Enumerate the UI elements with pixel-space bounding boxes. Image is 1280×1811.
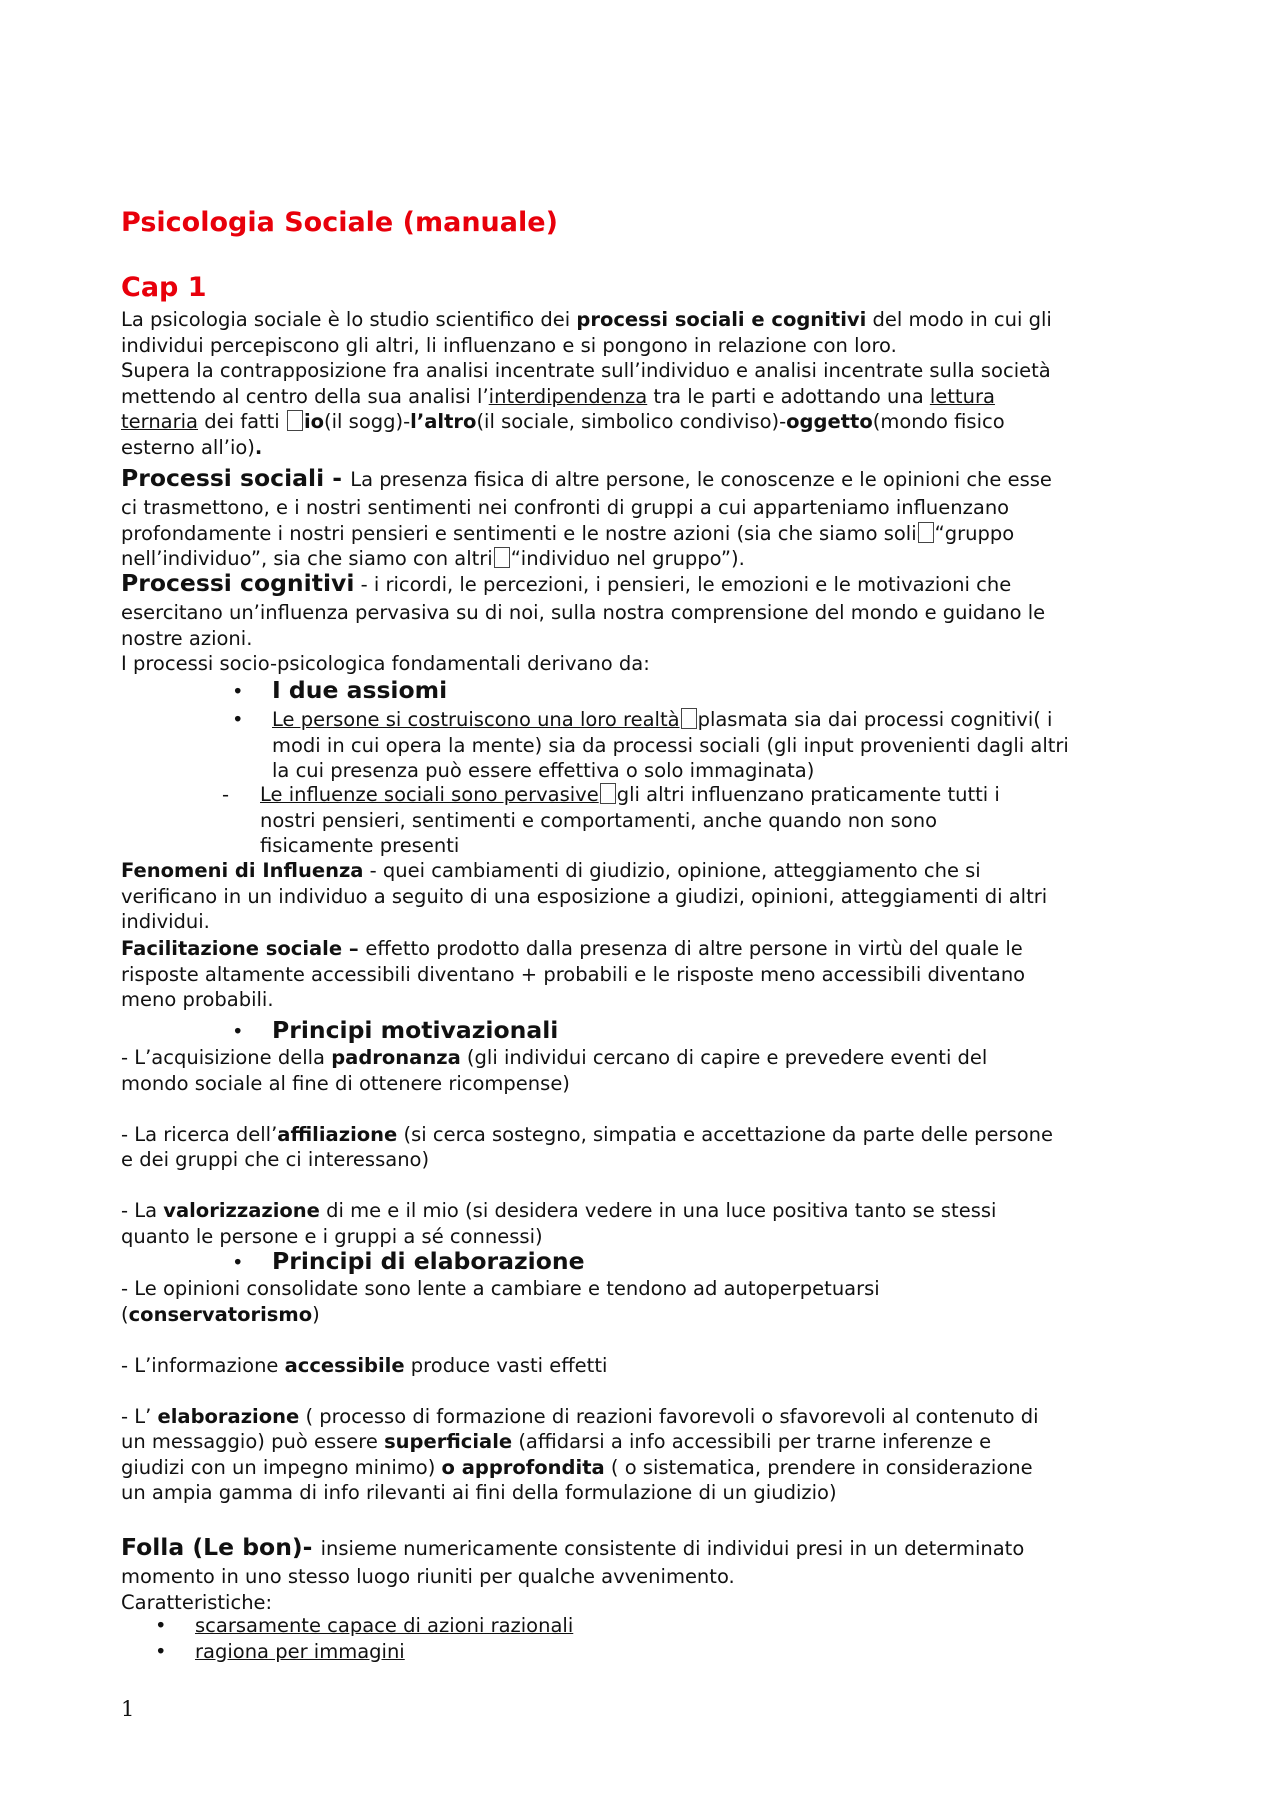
- facilitazione-section: [121, 936, 1171, 1013]
- folla-first-line: [121, 1532, 1171, 1564]
- missing-glyph-icon: [600, 783, 616, 804]
- section-heading: Processi cognitivi: [121, 569, 355, 597]
- paragraph-line: Caratteristiche:: [121, 1590, 273, 1614]
- bold-text: elaborazione: [157, 1404, 300, 1428]
- bold-text: affiliazione: [277, 1122, 398, 1146]
- intro-line: individui percepiscono gli altri, li influenzano e si pongono in relazione con loro.: [121, 333, 897, 357]
- bold-text: Fenomeni di Influenza: [121, 859, 364, 882]
- processi-sociali-section: [121, 463, 1171, 572]
- paragraph-line: - Le opinioni consolidate sono lente a cambiare e tendono ad autoperpetuarsi: [121, 1277, 880, 1300]
- text-run: mettendo al centro della sua analisi l’: [121, 384, 489, 408]
- text-run: - La ricerca dell’: [121, 1122, 278, 1146]
- text-run: un messaggio) può essere: [121, 1430, 385, 1453]
- blank-line: [121, 1327, 1171, 1353]
- text-run: profondamente i nostri pensieri e sentimenti e le nostre azioni (sia che siamo soli: [121, 521, 917, 545]
- motivazionali-heading-block: [232, 1015, 1182, 1047]
- bold-text: processi sociali e cognitivi: [576, 308, 867, 331]
- text-run: - i ricordi, le percezioni, i pensieri, le emozioni e le motivazioni che: [354, 573, 1012, 596]
- assiomi-section: [232, 675, 1182, 784]
- missing-glyph-icon: [918, 522, 934, 543]
- intro-line: [121, 384, 1171, 410]
- facilitazione-line: [121, 936, 1171, 962]
- blank-line: [121, 1378, 1171, 1404]
- paragraph-line: nostre azioni.: [121, 626, 253, 650]
- underlined-text: Le persone si costruiscono una loro realtà: [272, 708, 680, 731]
- paragraph-line: [121, 1198, 1171, 1224]
- dash-bullet-icon: -: [222, 783, 230, 806]
- text-run: (: [121, 1302, 129, 1326]
- assioma-1-line: la cui presenza può essere effettiva o solo immaginata): [272, 759, 815, 782]
- text-run: - L’acquisizione della: [121, 1046, 332, 1069]
- elaborazione-section: [121, 1276, 1171, 1506]
- missing-glyph-icon: [494, 547, 510, 568]
- text-run: La presenza fisica di altre persone, le conoscenze e le opinioni che esse: [350, 468, 1052, 491]
- section-heading: Principi di elaborazione: [272, 1247, 585, 1275]
- text-run: del modo in cui gli: [866, 308, 1052, 331]
- underlined-text: Le influenze sociali sono pervasive: [260, 783, 599, 806]
- folla-section: [121, 1532, 1171, 1615]
- intro-line: [121, 409, 1171, 435]
- text-run: (affidarsi a info accessibili per trarne inferenze e: [512, 1430, 992, 1453]
- text-run: nell’individuo”, sia che siamo con altri: [121, 547, 493, 570]
- underlined-text: ragiona per immagini: [195, 1639, 405, 1663]
- document-title: Psicologia Sociale (manuale): [121, 207, 558, 238]
- assioma-2-line: [222, 782, 1172, 808]
- paragraph-line: meno probabili.: [121, 988, 274, 1011]
- paragraph-line: [121, 1455, 1171, 1481]
- bold-text: .: [254, 435, 263, 459]
- paragraph-line: I processi socio-psicologica fondamentali derivano da:: [121, 652, 650, 675]
- underlined-text: ternaria: [121, 410, 199, 433]
- intro-line: [121, 307, 1171, 333]
- bold-text: superficiale: [384, 1430, 513, 1453]
- text-run: “individuo nel gruppo”).: [510, 547, 745, 570]
- assiomi-heading-line: [232, 675, 1182, 707]
- underlined-text: scarsamente capace di azioni razionali: [195, 1614, 574, 1637]
- assioma-2-line: nostri pensieri, sentimenti e comportamenti, anche quando non sono: [260, 808, 937, 832]
- chapter-heading-block: [121, 272, 1171, 303]
- bold-text: Facilitazione sociale –: [121, 937, 366, 960]
- text-run: di me e il mio (si desidera vedere in una luce positiva tanto se stessi: [319, 1199, 997, 1222]
- motivazionali-section: [121, 1045, 1171, 1249]
- underlined-text: interdipendenza: [488, 384, 648, 408]
- paragraph-line: individui.: [121, 910, 210, 933]
- underlined-text: lettura: [929, 384, 995, 408]
- text-run: - L’: [121, 1404, 158, 1428]
- text-run: plasmata sia dai processi cognitivi( i: [697, 708, 1053, 731]
- text-run: ): [312, 1302, 320, 1326]
- text-run: ( o sistematica, prendere in considerazione: [604, 1455, 1033, 1479]
- bullet-icon: •: [232, 680, 244, 703]
- document-title-block: [121, 207, 1171, 238]
- text-run: giudizi con un impegno minimo): [121, 1455, 442, 1479]
- blank-line: [121, 1096, 1171, 1122]
- fenomeni-line: [121, 858, 1171, 884]
- processi-cognitivi-first-line: [121, 568, 1171, 600]
- text-run: - La: [121, 1199, 164, 1222]
- fenomeni-section: [121, 858, 1171, 935]
- paragraph-line: ci trasmettono, e i nostri sentimenti nei confronti di gruppi a cui apparteniamo influenzano: [121, 496, 1010, 519]
- list-item: [155, 1613, 1105, 1639]
- text-run: (gli individui cercano di capire e prevedere eventi del: [460, 1046, 988, 1069]
- text-run: tra le parti e adottando una: [647, 384, 930, 408]
- text-run: produce vasti effetti: [404, 1353, 608, 1377]
- paragraph-line: [121, 1353, 1171, 1379]
- bold-text: oggetto: [786, 410, 873, 433]
- bullet-icon: •: [232, 1020, 244, 1043]
- text-run: “gruppo: [934, 521, 1015, 545]
- paragraph-line: [121, 1429, 1171, 1455]
- paragraph-line: [121, 1302, 1171, 1328]
- bullet-icon: •: [232, 708, 244, 731]
- assioma-1-line: [232, 707, 1182, 733]
- text-run: effetto prodotto dalla presenza di altre persone in virtù del quale le: [365, 937, 1023, 960]
- text-run: insieme numericamente consistente di individui presi in un determinato: [320, 1537, 1025, 1560]
- paragraph-line: mondo sociale al fine di ottenere ricompense): [121, 1071, 570, 1095]
- bullet-icon: •: [155, 1639, 167, 1663]
- folla-list: [155, 1613, 1105, 1664]
- assioma-2-line: fisicamente presenti: [260, 834, 460, 857]
- paragraph-line: [121, 1122, 1171, 1148]
- text-run: La psicologia sociale è lo studio scientifico dei: [121, 308, 577, 331]
- assioma-2: [222, 782, 1172, 859]
- intro-line: Supera la contrapposizione fra analisi incentrate sull’individuo e analisi incentrate sulla società: [121, 359, 1051, 382]
- section-heading: I due assiomi: [272, 676, 448, 704]
- bold-text: o approfondita: [441, 1455, 605, 1479]
- bold-text: l’altro: [410, 410, 477, 433]
- bold-text: io: [303, 410, 325, 433]
- bold-text: accessibile: [284, 1353, 405, 1377]
- bullet-icon: •: [232, 1251, 244, 1274]
- paragraph-line: [121, 521, 1171, 547]
- processi-cognitivi-section: [121, 568, 1171, 677]
- text-run: ( processo di formazione di reazioni favorevoli o sfavorevoli al contenuto di: [299, 1404, 1039, 1428]
- processi-sociali-first-line: [121, 463, 1171, 495]
- bold-text: conservatorismo: [128, 1302, 313, 1326]
- text-run: dei fatti: [198, 410, 286, 433]
- blank-line: [121, 1173, 1171, 1199]
- section-heading: Folla (Le bon)-: [121, 1533, 321, 1561]
- paragraph-line: [121, 1404, 1171, 1430]
- text-run: gli altri influenzano praticamente tutti i: [616, 783, 1000, 806]
- text-run: (il sociale, simbolico condiviso)-: [476, 410, 787, 433]
- text-run: esterno all’io): [121, 435, 255, 459]
- text-run: (il sogg)-: [324, 410, 411, 433]
- intro-paragraph: [121, 307, 1171, 460]
- bold-text: valorizzazione: [163, 1199, 320, 1222]
- chapter-heading: Cap 1: [121, 272, 207, 303]
- page-number: 1: [121, 1697, 135, 1721]
- elaborazione-heading-line: [232, 1246, 1182, 1278]
- paragraph-line: quanto le persone e i gruppi a sé connessi): [121, 1224, 543, 1248]
- paragraph-line: un ampia gamma di info rilevanti ai fini della formulazione di un giudizio): [121, 1481, 837, 1504]
- elaborazione-heading-block: [232, 1246, 1182, 1278]
- paragraph-line: e dei gruppi che ci interessano): [121, 1148, 430, 1171]
- paragraph-line: verificano in un individuo a seguito di una esposizione a giudizi, opinioni, atteggiamenti di altri: [121, 884, 1048, 908]
- bold-text: padronanza: [331, 1046, 461, 1069]
- assioma-1-line: modi in cui opera la mente) sia da processi sociali (gli input provenienti dagli altri: [272, 733, 1069, 757]
- paragraph-line: risposte altamente accessibili diventano + probabili e le risposte meno accessibili diventano: [121, 962, 1026, 986]
- text-run: - quei cambiamenti di giudizio, opinione, atteggiamento che si: [363, 859, 981, 882]
- text-run: (mondo fisico: [872, 410, 1005, 433]
- list-item: [155, 1639, 1105, 1665]
- missing-glyph-icon: [287, 410, 303, 431]
- section-heading: Principi motivazionali: [272, 1016, 559, 1044]
- missing-glyph-icon: [681, 708, 697, 729]
- text-run: - L’informazione: [121, 1353, 285, 1377]
- paragraph-line: [121, 1045, 1171, 1071]
- intro-line: [121, 435, 1171, 461]
- section-heading: Processi sociali -: [121, 464, 351, 492]
- motivazionali-heading-line: [232, 1015, 1182, 1047]
- paragraph-line: momento in uno stesso luogo riuniti per qualche avvenimento.: [121, 1565, 735, 1588]
- paragraph-line: esercitano un’influenza pervasiva su di noi, sulla nostra comprensione del mondo e guidano le: [121, 601, 1046, 624]
- text-run: (si cerca sostegno, simpatia e accettazione da parte delle persone: [397, 1122, 1054, 1146]
- bullet-icon: •: [155, 1614, 167, 1637]
